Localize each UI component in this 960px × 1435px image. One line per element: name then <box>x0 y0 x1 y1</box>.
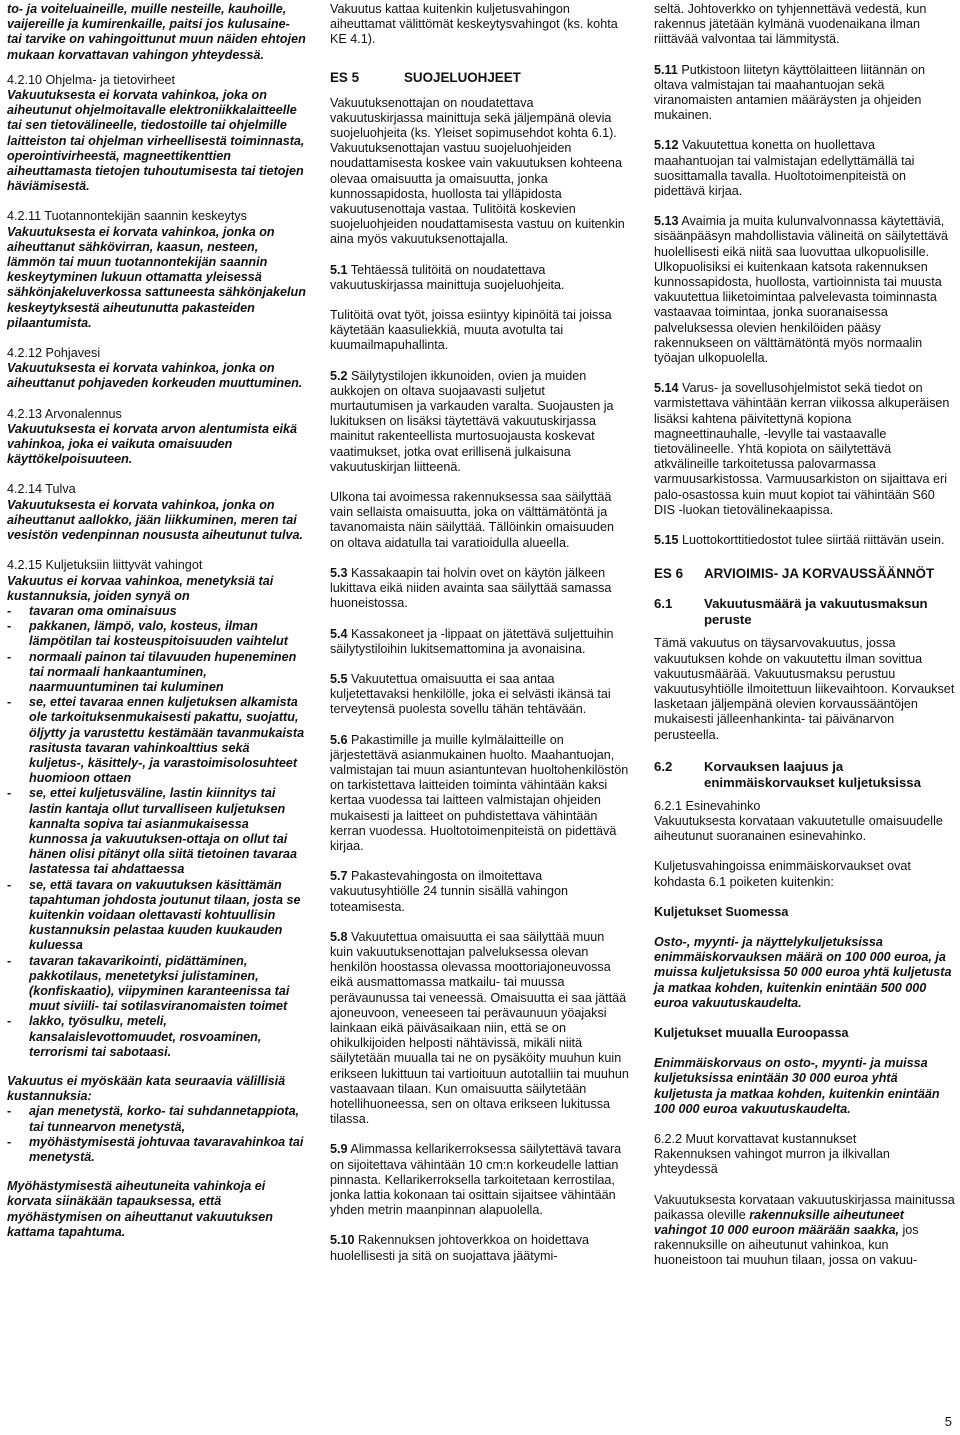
paragraph-5-11: 5.11 Putkistoon liitetyn käyttölaitteen liitännän on oltava valmistajan tai maahantuojan sekä viranomaisten antamien määräysten ja ohjeiden mukainen. <box>654 62 925 123</box>
outdoor-storage-paragraph: Ulkona tai avoimessa rakennuksessa saa säilyttää vain sellaista omaisuutta, joka on välttämätöntä ja tavanomaista näin säilyttää. Tällöinkin omaisuuden on oltava aidatulla tai varatioidulla alueella. <box>330 490 614 550</box>
list-item: - ajan menetystä, korko- tai suhdannetappiota, tai tunnearvon menetystä, <box>7 1104 300 1134</box>
section-4-2-12-body: Vakuutuksesta ei korvata vahinkoa, jonka on aiheuttanut pohjaveden korkeuden muuttuminen. <box>7 361 303 391</box>
continuation-paragraph: seltä. Johtoverkko on tyhjennettävä vedestä, kun rakennus jätetään kylmänä vuodenaikana ilman riittävää valvontaa tai lämmitystä. <box>654 2 927 47</box>
intro-paragraph: to- ja voiteluaineille, muille nesteille, kauhoille, vaijereille ja kumirenkaille, paitsi jos kulusaine- tai tarvike on vahingoittunut muun näiden ehtojen mukaan korvattavan vahingon yhteydessä. <box>7 2 306 62</box>
section-4-2-11-body: Vakuutuksesta ei korvata vahinkoa, jonka on aiheuttanut sähkövirran, kaasun, nesteen, lämmön tai muun tuotannontekijän saannin keskeytyminen lukuun ottamatta yleisessä sähkönjakeluverkossa sattuneesta sähkönjakelun keskeytyksestä aiheutunutta pakasteiden pilaantumista. <box>7 224 306 330</box>
section-4-2-14-heading: 4.2.14 Tulva <box>7 482 76 497</box>
section-6-2-1-body: Vakuutuksesta korvataan vakuutetulle omaisuudelle aiheutunut suoranainen esinevahinko. <box>654 813 943 844</box>
europe-transport-body: Enimmäiskorvaus on osto-, myynti- ja muissa kuljetuksissa enintään 30 000 euroa yhtä kuljetusta ja matkaa kohden, kuitenkin enintään 100 000 euroa vakuutuskaudelta. <box>654 1056 940 1116</box>
column-1 <box>7 2 307 1240</box>
list-item: - tavaran takavarikointi, pidättäminen, pakkotilaus, menetetyksi julistaminen, (konfiskaatio), viipyminen karanteenissa tai muut siviili- tai sotilasviranomaisten toimet <box>7 953 290 1014</box>
europe-transport-heading: Kuljetukset muualla Euroopassa <box>654 1025 849 1040</box>
section-6-1-heading: 6.1 Vakuutusmäärä ja vakuutusmaksun peruste <box>654 596 928 628</box>
list-item: - normaali painon tai tilavuuden hupeneminen tai normaali hankaantuminen, naarmuuntuminen tai kuluminen <box>7 649 297 694</box>
section-4-2-12-heading: 4.2.12 Pohjavesi <box>7 346 101 361</box>
indirect-costs-list <box>7 1104 307 1165</box>
paragraph-5-2: 5.2 Säilytystilojen ikkunoiden, ovien ja muiden aukkojen on oltava suojaavasti suljetut murtautumisen ja varkauden varalta. Suojausten ja lukituksen on lisäksi täytettävä vakuutuskirjassa mainitut rakenteellista murtosuojausta koskevat vaatimukset, jotka ovat erillisenä julkaisuna vakuutuskirjan liitteenä. <box>330 368 614 474</box>
list-item: - lakko, työsulku, meteli, kansalaislevottomuudet, rosvoaminen, terrorismi tai sabotaasi. <box>7 1014 262 1059</box>
paragraph-5-14: 5.14 Varus- ja sovellusohjelmistot sekä tiedot on varmistettava vähintään kerran viikossa alkuperäisen lisäksi kahtena päivitettynä kopiona magneettinauhalle, -levylle tai vastaavalle tietovälineelle. Yhtä kopiota on säilytettävä atkvälineille tarkoitetussa palovarmassa varmuusarkistossa. Varmuusarkiston on sijaittava eri palo-osastossa kuin muut kopiot tai vähintään S60 DIS -luokan tietovälinekaapissa. <box>654 381 950 517</box>
paragraph-5-4: 5.4 Kassakoneet ja -lippaat on jätettävä suljettuihin säilytystiloihin lukitsemattomina ja avonaisina. <box>330 626 614 656</box>
section-es6-heading: ES 6 ARVIOIMIS- JA KORVAUSSÄÄNNÖT <box>654 566 935 582</box>
paragraph-5-10: 5.10 Rakennuksen johtoverkkoa on hoidettava huolellisesti ja sitä on suojattava jäätymi- <box>330 1233 590 1263</box>
hot-work-paragraph: Tulitöitä ovat työt, joissa esiintyy kipinöitä tai joissa käytetään kaasuliekkiä, muuta avotulta tai kuumailmapuhallinta. <box>330 308 612 353</box>
section-es5-heading: ES 5 SUOJELUOHJEET <box>330 69 521 85</box>
list-item: - se, että tavara on vakuutuksen käsittämän tapahtuman johdosta joutunut tilaan, josta se kuitenkin voidaan olettavasti kohtuullisin kustannuksin pelastaa kuuden kuukauden kuluessa <box>7 877 301 953</box>
paragraph-5-6: 5.6 Pakastimille ja muille kylmälaitteille on järjestettävä asianmukainen huolto. Maahantuojan, valmistajan tai muun asiantuntevan huoltohenkilöstön on tarkistettava laitteiden toiminta vähintään kaksi kertaa vuodessa tai laitteen valmistajan ohjeiden mukaisesti ja laitteet on puhdistettava vähintään kerran vuodessa. Huoltotoimenpiteistä on pidettävä kirjaa. <box>330 732 629 853</box>
section-6-1-body: Tämä vakuutus on täysarvovakuutus, jossa vakuutuksen kohde on vakuutettu ilman sovittua vakuutusmäärää. Vakuutusmaksu perustuu vakuutusyhtiölle ilmoitettuun liikevaihtoon. Korvaukset lasketaan jäljempänä olevien korvaussääntöjen mukaisesti jälleenhankinta- tai päivänarvon perusteella. <box>654 636 955 742</box>
section-4-2-11-heading: 4.2.11 Tuotannontekijän saannin keskeytys <box>7 209 247 224</box>
column-3 <box>654 2 956 1269</box>
section-6-2-2-subheading: Rakennuksen vahingot murron ja ilkivallan yhteydessä <box>654 1147 890 1177</box>
section-6-2-heading: 6.2 Korvauksen laajuus ja enimmäiskorvaukset kuljetuksissa <box>654 758 921 790</box>
paragraph-5-7: 5.7 Pakastevahingosta on ilmoitettava vakuutusyhtiölle 24 tunnin sisällä vahingon toteamisesta. <box>330 869 569 914</box>
section-6-2-1-heading: 6.2.1 Esinevahinko <box>654 798 761 813</box>
coverage-paragraph: Vakuutus kattaa kuitenkin kuljetusvahingon aiheuttamat välittömät keskeytysvahingot (ks. kohta KE 4.1). <box>330 2 618 47</box>
indirect-costs-lead: Vakuutus ei myöskään kata seuraavia välillisiä kustannuksia: <box>7 1074 286 1104</box>
building-damage-paragraph: Vakuutuksesta korvataan vakuutuskirjassa mainitussa paikassa oleville rakennuksille aiheutuneet vahingot 10 000 euroon määrään saakka, jos rakennuksille on aiheutunut vahinkoa, kun huoneistoon tai muuhun tilaan, jossa on vakuu- <box>654 1192 955 1268</box>
column-2 <box>330 2 630 1264</box>
page-number: 5 <box>944 1414 952 1429</box>
es5-paragraph-1: Vakuutuksenottajan on noudatettava vakuutuskirjassa mainittuja sekä jäljempänä olevia suojeluohjeita (ks. Yleiset sopimusehdot kohta 6.1). <box>330 95 617 141</box>
section-4-2-13-body: Vakuutuksesta ei korvata arvon alentumista eikä vahinkoa, joka ei vaikuta omaisuuden käyttökelpoisuuteen. <box>7 421 298 467</box>
list-item: - myöhästymisestä johtuvaa tavaravahinkoa tai menetystä. <box>7 1134 304 1165</box>
list-item: - se, ettei kuljetusväline, lastin kiinnitys tai lastin kantaja ollut turvalliseen kuljetuksen kannalta sopiva tai asianmukaisessa kunnossa ja vakuutuksen-ottaja on ollut tai hänen olisi pitänyt olla siitä tietoinen tavaraa lastatessa tai ahdattaessa <box>7 786 298 877</box>
delay-paragraph: Myöhästymisestä aiheutuneita vahinkoja ei korvata siinäkään tapauksessa, että myöhästymisen on aiheuttanut vakuutuksen kattama tapahtuma. <box>7 1179 273 1239</box>
paragraph-5-9: 5.9 Alimmassa kellarikerroksessa säilytettävä tavara on sijoitettava vähintään 10 cm:n korkeudelle lattian pinnasta. Kellarikerroksella tarkoitetaan kerrostilaa, jonka lattia kokonaan tai osittain sijaitsee vähintään yhden metrin maanpinnan alapuolella. <box>330 1142 622 1218</box>
section-4-2-14-body: Vakuutuksesta ei korvata vahinkoa, jonka on aiheuttanut aallokko, jään liikkuminen, meren tai vesistön vedenpinnan noususta aiheutunut tulva. <box>7 497 303 543</box>
finland-transport-body: Osto-, myynti- ja näyttelykuljetuksissa enimmäiskorvauksen määrä on 100 000 euroa, ja muissa kuljetuksissa 50 000 euroa yhtä kuljetusta ja matkaa kohden, kuitenkin enintään 500 000 euroa vakuutuskaudelta. <box>654 934 952 1010</box>
transport-paragraph: Kuljetusvahingoissa enimmäiskorvaukset ovat kohdasta 6.1 poiketen kuitenkin: <box>654 859 911 889</box>
list-item: - tavaran oma ominaisuus <box>7 603 177 618</box>
section-4-2-13-heading: 4.2.13 Arvonalennus <box>7 406 122 421</box>
paragraph-5-12: 5.12 Vakuutettua konetta on huollettava maahantuojan tai valmistajan edellyttämällä tai suosittamalla tavalla. Huoltotoimenpiteistä on pidettävä kirjaa. <box>654 138 915 199</box>
finland-transport-heading: Kuljetukset Suomessa <box>654 904 789 919</box>
section-6-2-2-heading: 6.2.2 Muut korvattavat kustannukset <box>654 1131 857 1146</box>
list-item: - se, ettei tavaraa ennen kuljetuksen alkamista ole tarkoituksenmukaisesti pakattu, suojattu, öljytty ja varustettu kestämään tavanmukaista rasitusta tavaran vahinkoalttius sekä kuljetus-, käsittely-, ja varastoimisolosuhteet huomioon ottaen <box>7 695 305 786</box>
list-item: - pakkanen, lämpö, valo, kosteus, ilman lämpötilan tai kosteuspitoisuuden vaihtelut <box>7 619 288 649</box>
es5-paragraph-2: Vakuutuksenottajan vastuu suojeluohjeiden noudattamisesta koskee vain vakuutuksen kohteena olevaa omaisuutta ja omaisuutta, jonka kunnossapidosta, huollosta tai ylläpidosta vakuutusenottaja vastaa. Tulitöitä koskevien suojeluohjeiden noudattamisesta vastuu on kuitenkin aina myös vakuutuksenottajalla. <box>330 141 625 247</box>
paragraph-5-15: 5.15 Luottokorttitiedostot tulee siirtää riittävän usein. <box>654 533 945 548</box>
paragraph-5-3: 5.3 Kassakaapin tai holvin ovet on käytön jälkeen lukittava eikä niiden avainta saa säilyttää samassa huoneistossa. <box>330 565 612 611</box>
section-4-2-10-body: Vakuutuksesta ei korvata vahinkoa, joka on aiheutunut ohjelmoitavalle elektroniikkalaitteelle tai sen tietovälineelle, tiedostoille tai ohjelmille laitteiston tai ohjelman virheellisestä toiminnasta, operointivirheestä, magneettikenttien aiheuttamasta tietojen tuhoutumisesta tai tietojen häviämisestä. <box>7 88 305 194</box>
paragraph-5-13: 5.13 Avaimia ja muita kulunvalvonnassa käytettäviä, sisäänpääsyn mahdollistavia välineitä on säilytettävä huolellisesti eikä niitä saa luovuttaa ulkopuolisille. Ulkopuolisiksi ei kuitenkaan katsota rakennuksen kunnossapidosta, huollosta, vartioinnista tai muusta vakuutettua liiketoimintaa palvelevasta toiminnasta vastaavaa toimintaa, jonka suoranaisessa palveluksessa olevien henkilöiden pääsy rakennukseen on välttämätöntä myös normaalin työajan ulkopuolella. <box>654 214 949 366</box>
paragraph-5-8: 5.8 Vakuutettua omaisuutta ei saa säilyttää muun kuin vakuutuksenottajan palveluksessa olevan henkilön hoostassa olevassa moottoriajoneuvossa eikä ausmattomassa matkailu- tai muussa perävaunussa tai veneessä. Omaisuutta ei saa jättää ajoneuvoon, veneeseen tai perävaunuun yöajaksi lainkaan eikä päiväsaikaan niin, että se on ohikulkijoiden helposti nähtävissä, mikäli niitä säilytetään muualla tai ne on pysäköity muuhun kuin erikseen lukittuun tai vartioituun autotalliin tai muuhun vastaavaan tilaan. Kun omaisuutta säilytetään hotellihuoneessa, sen on oltava erikseen lukitussa tilassa. <box>330 929 629 1127</box>
section-4-2-15-lead: Vakuutus ei korvaa vahinkoa, menetyksiä tai kustannuksia, joiden synyä on <box>7 573 274 603</box>
section-4-2-10-heading: 4.2.10 Ohjelma- ja tietovirheet <box>7 72 176 87</box>
section-4-2-15-heading: 4.2.15 Kuljetuksiin liittyvät vahingot <box>7 558 203 573</box>
exclusion-list <box>7 604 307 1060</box>
paragraph-5-5: 5.5 Vakuutettua omaisuutta ei saa antaa kuljetettavaksi henkilölle, joka ei selvästi ikänsä tai terveytensä puolesta sovellu tähän tehtävään. <box>330 671 611 717</box>
paragraph-5-1: 5.1 Tehtäessä tulitöitä on noudatettava vakuutuskirjassa mainittuja suojeluohjeita. <box>330 262 565 292</box>
